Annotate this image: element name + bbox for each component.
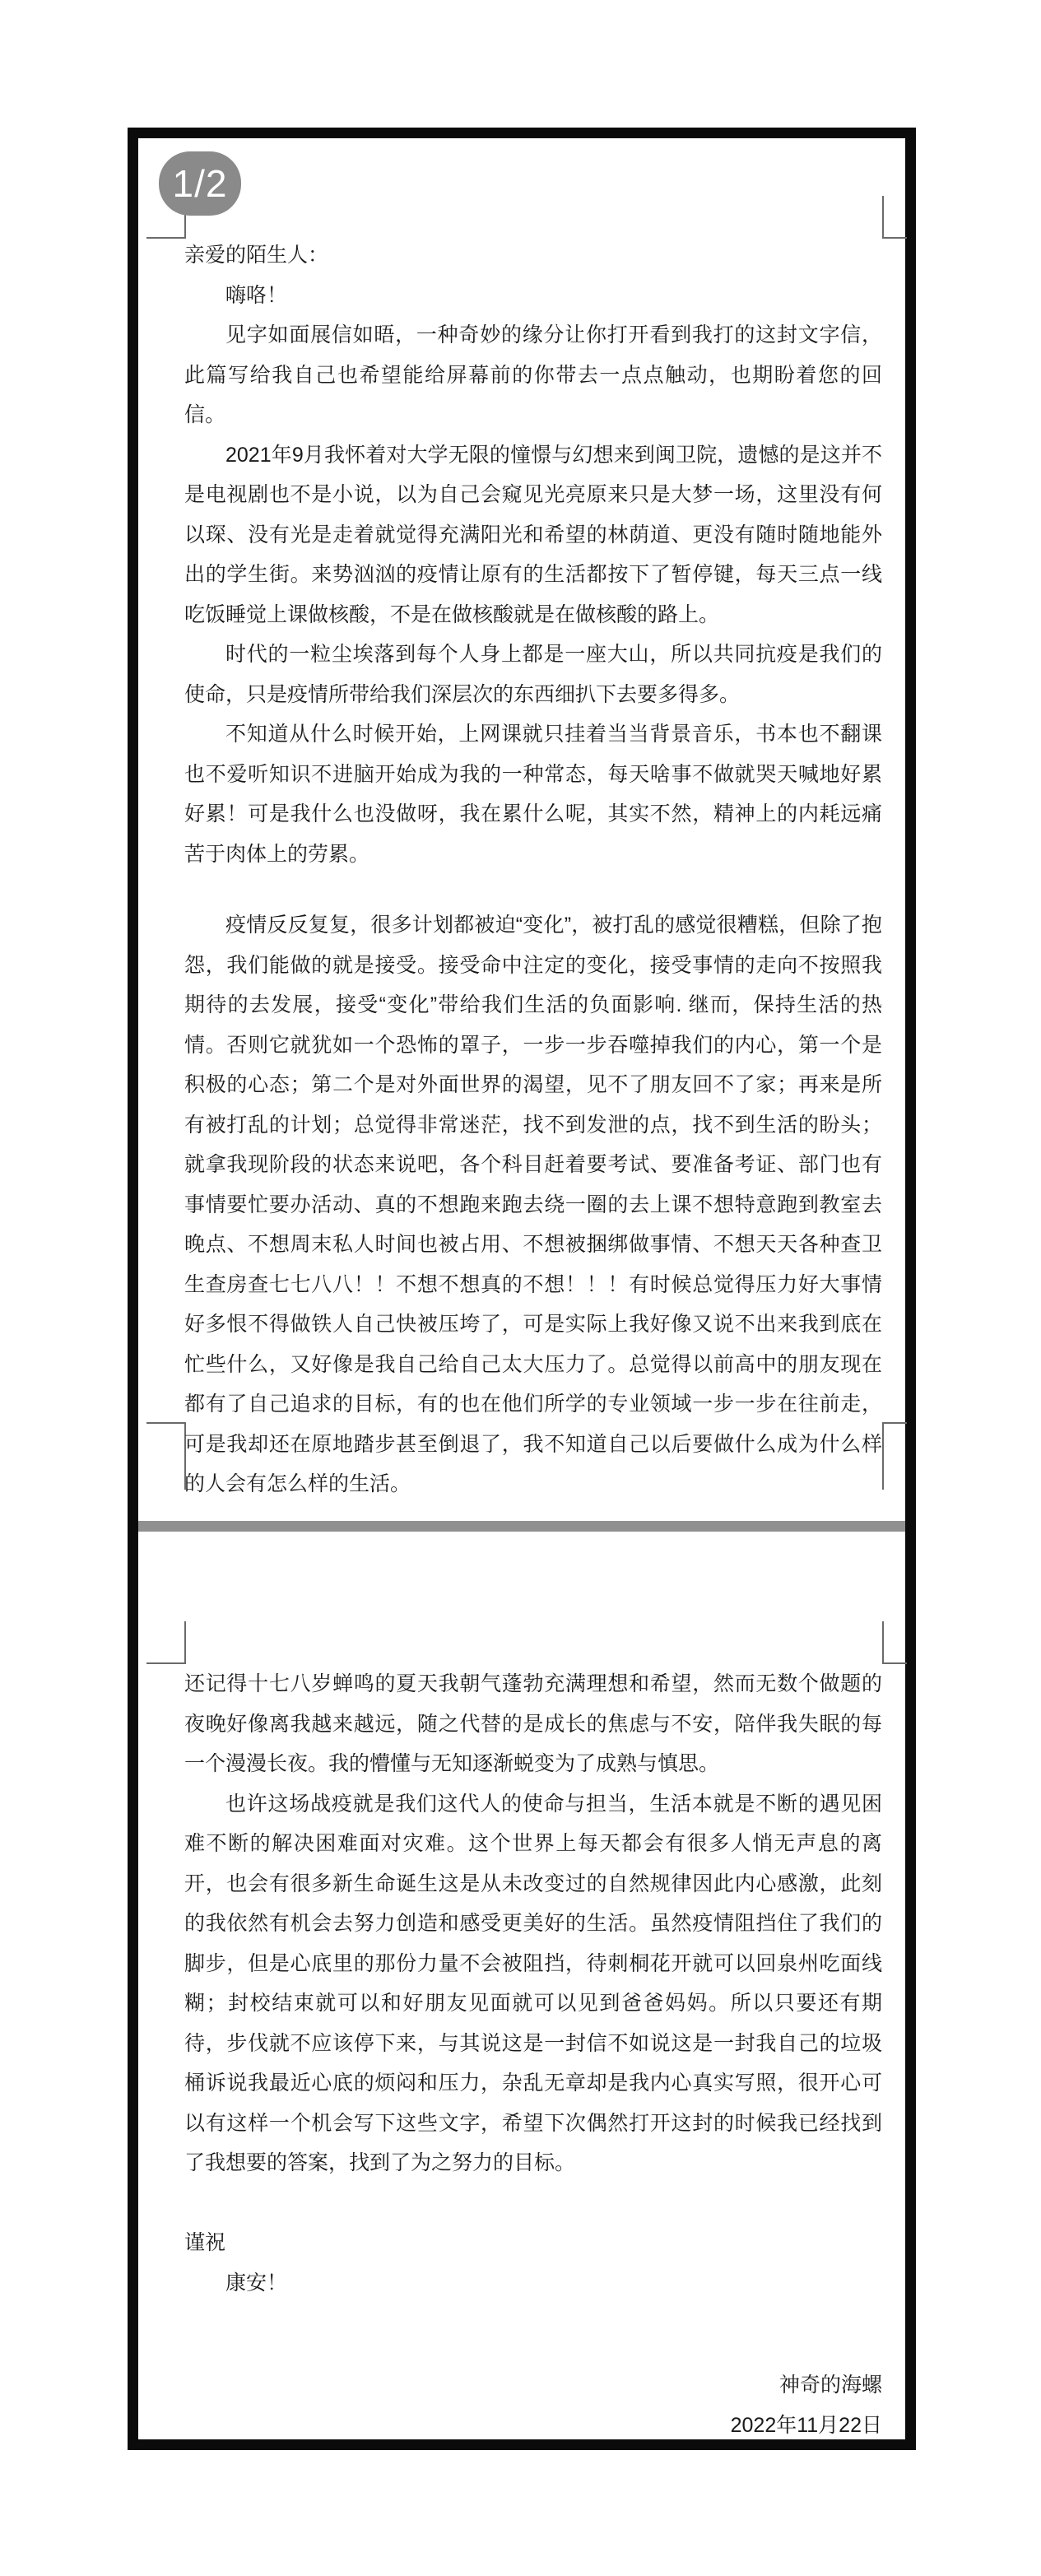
letter-page-1 [184, 235, 882, 1504]
greeting: 嗨咯！ [225, 283, 288, 307]
paragraph: 时代的一粒尘埃落到每个人身上都是一座大山，所以共同抗疫是我们的使命，只是疫情所带给我们深层次的东西细扒下去要多得多。 [184, 643, 882, 706]
page1-crop-mark-bottom-right [882, 1422, 907, 1490]
page2-crop-mark-top-left [146, 1621, 186, 1664]
page2-crop-mark-top-right [882, 1621, 907, 1664]
page1-crop-mark-bottom-left [146, 1422, 186, 1490]
paragraph: 也许这场战疫就是我们这代人的使命与担当，生活本就是不断的遇见困难不断的解决困难面对灾难。这个世界上每天都会有很多人悄无声息的离开，也会有很多新生命诞生这是从未改变过的自然规律因此内心感激，此刻的我依然有机会去努力创造和感受更美好的生活。虽然疫情阻挡住了我们的脚步，但是心底里的那份力量不会被阻挡，待刺桐花开就可以回泉州吃面线糊；封校结束就可以和好朋友见面就可以见到爸爸妈妈。所以只要还有期待，步伐就不应该停下来，与其说这是一封信不如说这是一封我自己的垃圾桶诉说我最近心底的烦闷和压力，杂乱无章却是我内心真实写照，很开心可以有这样一个机会写下这些文字，希望下次偶然打开这封的时候我已经找到了我想要的答案，找到了为之努力的目标。 [184, 1792, 882, 2174]
paragraph: 疫情反反复复，很多计划都被迫“变化”，被打乱的感觉很糟糕，但除了抱怨，我们能做的就是接受。接受命中注定的变化，接受事情的走向不按照我期待的去发展，接受“变化”带给我们生活的负面影响. 继而，保持生活的热情。否则它就犹如一个恐怖的罩子，一步一步吞噬掉我们的内心，第一个是积极的心态；第二个是对外面世界的渴望，见不了朋友回不了家；再来是所有被打乱的计划；总觉得非常迷茫，找不到发泄的点，找不到生活的盼头；就拿我现阶段的状态来说吧，各个科目赶着要考试、要准备考证、部门也有事情要忙要办活动、真的不想跑来跑去绕一圈的去上课不想特意跑到教室去晚点、不想周末私人时间也被占用、不想被捆绑做事情、不想天天各种查卫生查房查七七八八！！不想不想真的不想！！！有时候总觉得压力好大事情好多恨不得做铁人自己快被压垮了，可是实际上我好像又说不出来我到底在忙些什么，又好像是我自己给自己太大压力了。总觉得以前高中的朋友现在都有了自己追求的目标，有的也在他们所学的专业领域一步一步在往前走，可是我却还在原地踏步甚至倒退了，我不知道自己以后要做什么成为什么样的人会有怎么样的生活。 [184, 914, 882, 1495]
paragraph: 2021年9月我怀着对大学无限的憧憬与幻想来到闽卫院，遗憾的是这并不是电视剧也不是小说，以为自己会窥见光亮原来只是大梦一场，这里没有何以琛、没有光是走着就觉得充满阳光和希望的林荫道、更没有随时随地能外出的学生街。来势汹汹的疫情让原有的生活都按下了暂停键，每天三点一线吃饭睡觉上课做核酸，不是在做核酸就是在做核酸的路上。 [184, 443, 882, 626]
closing-wish: 康安！ [225, 2271, 288, 2295]
closing-salute: 谨祝 [184, 2231, 226, 2254]
paragraph: 还记得十七八岁蝉鸣的夏天我朝气蓬勃充满理想和希望，然而无数个做题的夜晚好像离我越来越远，随之代替的是成长的焦虑与不安，陪伴我失眠的每一个漫漫长夜。我的懵懂与无知逐渐蜕变为了成熟与慎思。 [184, 1672, 882, 1775]
paragraph: 不知道从什么时候开始，上网课就只挂着当当背景音乐，书本也不翻课也不爱听知识不进脑开始成为我的一种常态，每天啥事不做就哭天喊地好累好累！可是我什么也没做呀，我在累什么呢，其实不然，精神上的内耗远痛苦于肉体上的劳累。 [184, 723, 882, 866]
page-divider [138, 1521, 905, 1532]
blank-line [184, 2183, 882, 2224]
page-indicator-badge: 1/2 [159, 151, 241, 216]
signature: 神奇的海螺 [778, 2374, 882, 2397]
letter-date: 2022年11月22日 [730, 2413, 882, 2437]
paragraph: 见字如面展信如晤，一种奇妙的缘分让你打开看到我打的这封文字信，此篇写给我自己也希望能给屏幕前的你带去一点点触动，也期盼着您的回信。 [184, 323, 882, 426]
salutation: 亲爱的陌生人： [184, 244, 329, 267]
letter-page-2 [184, 1664, 882, 2445]
signature-block [184, 2365, 882, 2445]
page1-crop-mark-top-right [882, 196, 907, 239]
